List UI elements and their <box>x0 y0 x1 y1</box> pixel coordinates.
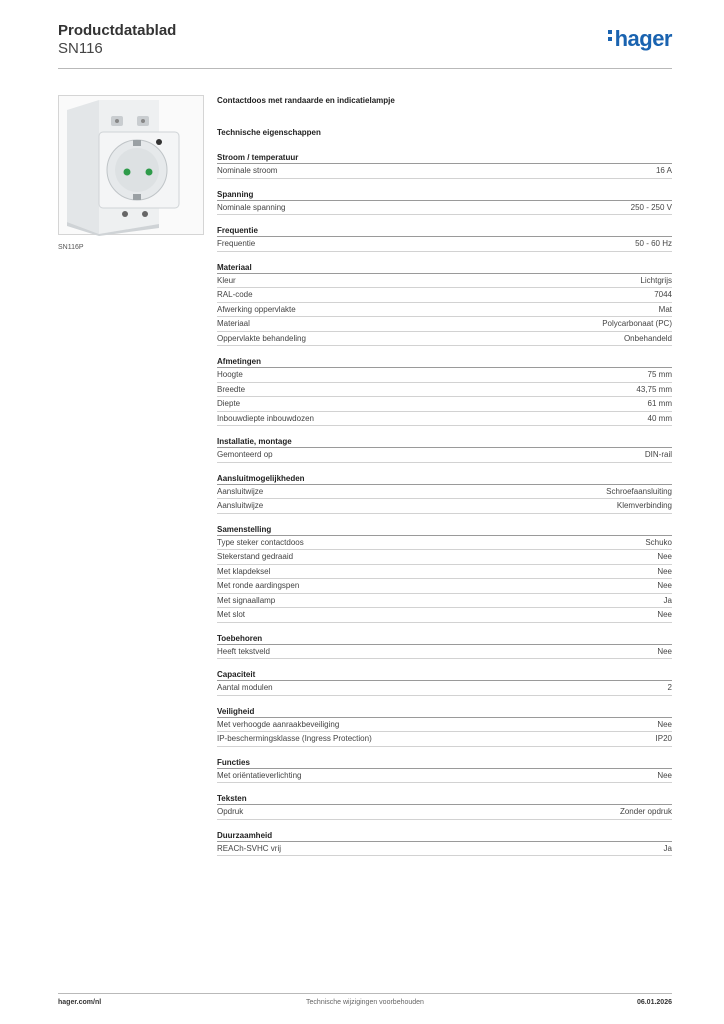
spec-row <box>217 397 672 412</box>
spec-section <box>217 523 672 623</box>
spec-label: Heeft tekstveld <box>217 646 270 656</box>
spec-label: Met signaallamp <box>217 595 276 605</box>
spec-row <box>217 608 672 623</box>
spec-row <box>217 317 672 332</box>
logo-dots-icon <box>608 27 614 44</box>
spec-value: Nee <box>657 566 672 576</box>
spec-label: Kleur <box>217 275 236 285</box>
spec-row <box>217 718 672 733</box>
spec-label: Hoogte <box>217 370 243 379</box>
spec-label: IP-beschermingsklasse (Ingress Protection) <box>217 734 372 743</box>
spec-label: Diepte <box>217 399 241 408</box>
section-title: Functies <box>217 756 672 769</box>
spec-value: Klemverbinding <box>616 501 672 510</box>
section-title: Spanning <box>217 188 672 201</box>
spec-row <box>217 412 672 427</box>
spec-row <box>217 805 672 820</box>
section-title: Samenstelling <box>217 523 672 536</box>
document-date: 06.01.2026 <box>636 999 672 1006</box>
section-title: Capaciteit <box>217 668 672 681</box>
spec-row <box>217 579 672 594</box>
product-code: SN116 <box>58 40 103 57</box>
spec-label: Met ronde aardingspen <box>217 581 300 590</box>
spec-label: Oppervlakte behandeling <box>217 333 306 343</box>
spec-label: Breedte <box>217 384 246 394</box>
spec-label: Aansluitwijze <box>217 486 264 496</box>
spec-content <box>217 96 672 856</box>
spec-value: Schroefaansluiting <box>606 486 672 496</box>
spec-label: Met oriëntatieverlichting <box>217 770 302 780</box>
spec-section <box>217 355 672 426</box>
section-title: Materiaal <box>217 261 672 274</box>
spec-label: Type steker contactdoos <box>217 537 304 547</box>
spec-value: 250 - 250 V <box>630 202 672 212</box>
spec-value: Nee <box>657 552 672 561</box>
spec-label: Stekerstand gedraaid <box>217 552 294 561</box>
spec-section <box>217 472 672 514</box>
spec-label: RAL-code <box>217 290 253 299</box>
section-title: Afmetingen <box>217 355 672 368</box>
spec-row <box>217 368 672 383</box>
spec-value: 16 A <box>655 166 672 175</box>
section-title: Teksten <box>217 792 672 805</box>
spec-label: Afwerking oppervlakte <box>217 304 296 314</box>
disclaimer-text: Technische wijzigingen voorbehouden <box>306 999 424 1006</box>
spec-value: Nee <box>657 770 672 780</box>
spec-label: Nominale spanning <box>217 202 286 212</box>
product-description: Contactdoos met randaarde en indicatielampje <box>217 96 395 105</box>
spec-section <box>217 756 672 784</box>
spec-row <box>217 550 672 565</box>
spec-section <box>217 151 672 179</box>
spec-value: Nee <box>657 719 672 729</box>
spec-value: Lichtgrijs <box>640 275 672 285</box>
spec-label: Nominale stroom <box>217 166 278 175</box>
spec-label: Aantal modulen <box>217 683 273 692</box>
socket-illustration-icon <box>59 96 205 236</box>
spec-row <box>217 732 672 747</box>
section-title: Installatie, montage <box>217 435 672 448</box>
spec-value: 7044 <box>654 290 672 299</box>
spec-label: Met verhoogde aanraakbeveiliging <box>217 719 340 729</box>
spec-value: 50 - 60 Hz <box>635 239 672 248</box>
spec-row <box>217 681 672 696</box>
footer-divider <box>58 993 672 994</box>
spec-row <box>217 565 672 580</box>
spec-label: Gemonteerd op <box>217 450 273 459</box>
spec-row <box>217 383 672 398</box>
spec-value: 43,75 mm <box>636 384 672 394</box>
spec-label: Opdruk <box>217 807 244 816</box>
spec-sections <box>217 151 672 856</box>
spec-row <box>217 201 672 216</box>
spec-row <box>217 645 672 660</box>
spec-value: 75 mm <box>647 370 672 379</box>
spec-label: Met klapdeksel <box>217 566 271 576</box>
section-title: Aansluitmogelijkheden <box>217 472 672 485</box>
spec-value: Ja <box>663 843 672 853</box>
spec-row <box>217 303 672 318</box>
spec-value: Polycarbonaat (PC) <box>602 319 672 328</box>
logo-text: hager <box>614 26 672 51</box>
spec-row <box>217 594 672 609</box>
spec-value: Schuko <box>645 537 672 547</box>
spec-value: Nee <box>657 646 672 656</box>
document-title: Productdatablad <box>58 22 177 39</box>
spec-value: 61 mm <box>647 399 672 408</box>
spec-row <box>217 448 672 463</box>
section-title: Duurzaamheid <box>217 829 672 842</box>
spec-row <box>217 332 672 347</box>
spec-row <box>217 536 672 551</box>
spec-value: Nee <box>657 581 672 590</box>
page-footer <box>58 999 672 1011</box>
spec-label: Inbouwdiepte inbouwdozen <box>217 413 314 423</box>
spec-value: IP20 <box>655 734 672 743</box>
spec-section <box>217 632 672 660</box>
spec-label: Met slot <box>217 610 246 619</box>
section-title: Stroom / temperatuur <box>217 151 672 164</box>
spec-section <box>217 829 672 857</box>
spec-row <box>217 842 672 857</box>
spec-section <box>217 435 672 463</box>
hager-logo <box>608 26 672 52</box>
spec-row <box>217 769 672 784</box>
tech-heading: Technische eigenschappen <box>217 128 321 137</box>
spec-value: Onbehandeld <box>623 333 672 343</box>
spec-value: Ja <box>663 595 672 605</box>
website-link[interactable]: hager.com/nl <box>58 999 102 1006</box>
spec-label: Frequentie <box>217 239 256 248</box>
spec-section <box>217 188 672 216</box>
spec-section <box>217 792 672 820</box>
spec-label: REACh-SVHC vrij <box>217 843 282 853</box>
spec-row <box>217 499 672 514</box>
section-title: Toebehoren <box>217 632 672 645</box>
spec-value: Nee <box>657 610 672 619</box>
spec-value: Mat <box>658 304 672 314</box>
spec-section <box>217 261 672 347</box>
spec-value: DIN-rail <box>644 450 672 459</box>
spec-label: Aansluitwijze <box>217 501 264 510</box>
spec-row <box>217 274 672 289</box>
spec-row <box>217 237 672 252</box>
product-image <box>58 95 204 235</box>
spec-row <box>217 288 672 303</box>
spec-value: Zonder opdruk <box>619 807 672 816</box>
header-divider <box>58 68 672 69</box>
page-header <box>58 22 672 68</box>
spec-row <box>217 485 672 500</box>
spec-row <box>217 164 672 179</box>
section-title: Veiligheid <box>217 705 672 718</box>
spec-section <box>217 224 672 252</box>
image-caption: SN116P <box>58 244 84 251</box>
spec-section <box>217 668 672 696</box>
spec-value: 40 mm <box>647 413 672 423</box>
spec-label: Materiaal <box>217 319 250 328</box>
section-title: Frequentie <box>217 224 672 237</box>
spec-value: 2 <box>667 683 672 692</box>
spec-section <box>217 705 672 747</box>
